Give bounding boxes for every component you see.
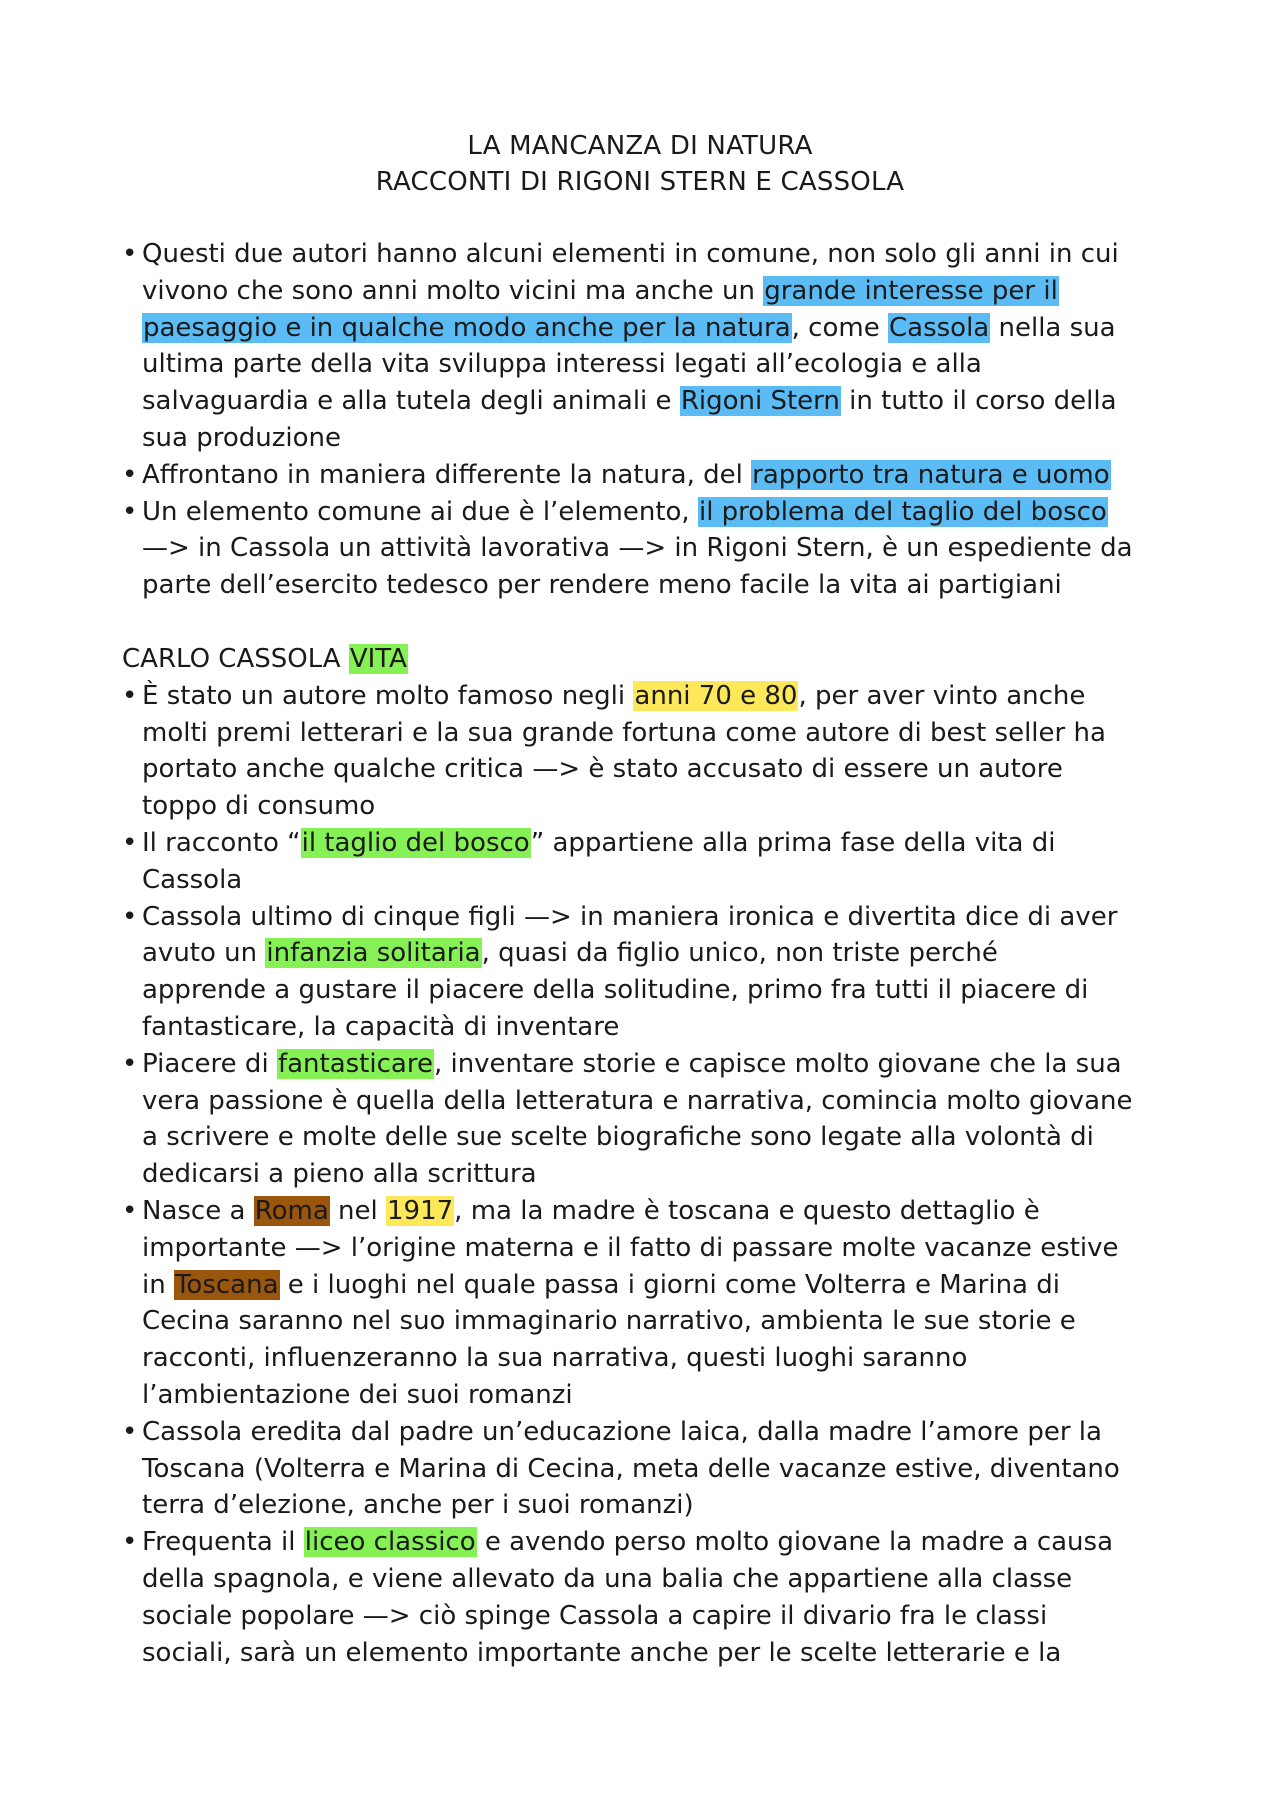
text-segment: in tutto il corso della: [840, 386, 1117, 417]
text-line: [142, 1377, 1172, 1414]
text-segment: Questi due autori hanno alcuni elementi in comune, non solo gli anni in cui: [142, 239, 1119, 269]
highlighted-text: il taglio del bosco: [301, 827, 530, 858]
bullet-item: [122, 825, 1172, 899]
text-line: [142, 715, 1172, 752]
text-segment: Frequenta il: [142, 1527, 304, 1558]
text-line: [142, 273, 1172, 310]
text-segment: sociali, sarà un elemento importante anche per le scelte letterarie e la: [142, 1637, 1062, 1668]
text-line: [142, 1267, 1172, 1304]
text-line: [142, 825, 1172, 862]
text-segment: della spagnola, e viene allevato da una balia che appartiene alla classe: [142, 1563, 1073, 1594]
text-segment: Il racconto “: [142, 827, 301, 858]
text-line: [142, 972, 1172, 1009]
text-line: [142, 1156, 1172, 1193]
text-segment: , quasi da figlio unico, non triste perché: [481, 938, 998, 969]
highlighted-text: il problema del taglio del bosco: [698, 496, 1107, 527]
section-heading: [122, 641, 1172, 678]
text-segment: ultima parte della vita sviluppa interessi legati all’ecologia e alla: [142, 349, 982, 380]
text-segment: apprende a gustare il piacere della solitudine, primo fra tutti il piacere di: [142, 975, 1089, 1006]
text-line: [142, 1230, 1172, 1267]
text-segment: a scrivere e molte delle sue scelte biografiche sono legate alla volontà di: [142, 1122, 1094, 1153]
text-line: [142, 1451, 1172, 1488]
text-segment: e avendo perso molto giovane la madre a causa: [476, 1527, 1114, 1558]
cassola-section: [122, 641, 1172, 1671]
text-segment: , per aver vinto anche: [798, 680, 1086, 711]
text-line: [142, 1598, 1172, 1635]
text-line: [142, 1009, 1172, 1046]
text-segment: toppo di consumo: [142, 791, 376, 822]
text-line: [142, 678, 1172, 715]
text-line: [142, 1524, 1172, 1561]
text-line: [142, 1340, 1172, 1377]
text-segment: È stato un autore molto famoso negli: [142, 680, 634, 711]
text-line: [142, 1635, 1172, 1672]
text-line: [142, 1046, 1172, 1083]
text-line: [142, 1193, 1172, 1230]
text-segment: vivono che sono anni molto vicini ma anche un: [142, 275, 764, 306]
text-segment: Cassola: [142, 864, 243, 895]
text-segment: nella sua: [990, 312, 1116, 343]
text-segment: salvaguardia e alla tutela degli animali e: [142, 386, 680, 417]
bullet-item: [122, 1524, 1172, 1671]
text-line: [142, 420, 1172, 457]
highlighted-text: liceo classico: [304, 1527, 476, 1558]
highlighted-text: grande interesse per il: [764, 275, 1058, 306]
highlighted-text: 1917: [387, 1195, 454, 1226]
text-segment: Toscana (Volterra e Marina di Cecina, meta delle vacanze estive, diventano: [142, 1453, 1120, 1484]
text-line: [142, 788, 1172, 825]
text-segment: l’ambientazione dei suoi romanzi: [142, 1379, 573, 1410]
text-segment: fantasticare, la capacità di inventare: [142, 1011, 620, 1042]
text-line: [142, 1119, 1172, 1156]
text-segment: Un elemento comune ai due è l’elemento,: [142, 496, 698, 527]
text-line: [142, 935, 1172, 972]
text-segment: Nasce a: [142, 1195, 254, 1226]
text-line: [142, 236, 1172, 273]
text-line: [142, 494, 1172, 531]
text-segment: Piacere di: [142, 1048, 277, 1079]
text-line: [142, 383, 1172, 420]
text-line: [142, 1487, 1172, 1524]
text-segment: ” appartiene alla prima fase della vita di: [530, 827, 1056, 858]
highlighted-text: Rigoni Stern: [680, 386, 840, 417]
bullet-item: [122, 899, 1172, 1046]
text-segment: terra d’elezione, anche per i suoi romanzi): [142, 1490, 694, 1521]
highlighted-text: Cassola: [888, 312, 990, 343]
text-line: [142, 1083, 1172, 1120]
highlighted-text: anni 70 e 80: [634, 680, 798, 711]
bullet-item: [122, 1193, 1172, 1414]
text-line: [142, 751, 1172, 788]
text-line: [142, 457, 1172, 494]
text-segment: parte dell’esercito tedesco per rendere meno facile la vita ai partigiani: [142, 570, 1062, 601]
title-line-1: LA MANCANZA DI NATURA: [467, 131, 813, 161]
text-line: [142, 346, 1172, 383]
highlighted-text: infanzia solitaria: [266, 938, 481, 969]
bullet-item: [122, 494, 1172, 604]
text-line: [142, 1303, 1172, 1340]
text-segment: Cassola eredita dal padre un’educazione laica, dalla madre l’amore per la: [142, 1416, 1102, 1447]
text-segment: Affrontano in maniera differente la natura, del: [142, 459, 752, 490]
text-segment: molti premi letterari e la sua grande fortuna come autore di best seller ha: [142, 717, 1106, 748]
text-segment: racconti, influenzeranno la sua narrativa, questi luoghi saranno: [142, 1343, 968, 1374]
bullet-item: [122, 457, 1172, 494]
text-line: [142, 899, 1172, 936]
text-segment: , inventare storie e capisce molto giovane che la sua: [433, 1048, 1122, 1079]
text-segment: importante —> l’origine materna e il fatto di passare molte vacanze estive: [142, 1232, 1119, 1263]
section-heading-highlight: VITA: [349, 644, 407, 674]
bullet-item: [122, 1046, 1172, 1193]
text-line: [142, 1414, 1172, 1451]
text-segment: vera passione è quella della letteratura e narrativa, comincia molto giovane: [142, 1085, 1133, 1116]
text-segment: , ma la madre è toscana e questo dettaglio è: [454, 1195, 1040, 1226]
text-segment: portato anche qualche critica —> è stato accusato di essere un autore: [142, 754, 1063, 785]
highlighted-text: paesaggio e in qualche modo anche per la natura: [143, 312, 791, 343]
text-segment: —> in Cassola un attività lavorativa —> in Rigoni Stern, è un espediente da: [142, 533, 1133, 564]
text-segment: Cassola ultimo di cinque figli —> in maniera ironica e divertita dice di aver: [142, 901, 1118, 932]
text-segment: avuto un: [142, 938, 266, 969]
text-line: [142, 567, 1172, 604]
text-segment: sua produzione: [142, 422, 341, 453]
text-line: [142, 310, 1172, 347]
text-line: [142, 530, 1172, 567]
cassola-bullet-list: [122, 678, 1172, 1672]
text-segment: sociale popolare —> ciò spinge Cassola a capire il divario fra le classi: [142, 1600, 1048, 1631]
intro-section: [122, 236, 1172, 604]
text-line: [142, 1561, 1172, 1598]
text-segment: in: [142, 1269, 174, 1300]
text-segment: Cecina saranno nel suo immaginario narrativo, ambienta le sue storie e: [142, 1306, 1076, 1337]
text-segment: nel: [329, 1195, 386, 1226]
bullet-item: [122, 1414, 1172, 1524]
title-line-2: RACCONTI DI RIGONI STERN E CASSOLA: [375, 167, 905, 197]
highlighted-text: rapporto tra natura e uomo: [752, 459, 1110, 490]
highlighted-text: Toscana: [174, 1269, 279, 1300]
text-segment: dedicarsi a pieno alla scrittura: [142, 1159, 537, 1190]
text-segment: e i luoghi nel quale passa i giorni come Volterra e Marina di: [279, 1269, 1060, 1300]
text-line: [142, 862, 1172, 899]
intro-bullet-list: [122, 236, 1172, 604]
bullet-item: [122, 678, 1172, 825]
text-segment: , come: [791, 312, 888, 343]
bullet-item: [122, 236, 1172, 457]
highlighted-text: Roma: [254, 1195, 329, 1226]
highlighted-text: fantasticare: [277, 1048, 433, 1079]
section-heading-text: CARLO CASSOLA: [122, 644, 349, 674]
page-title: [0, 128, 1280, 200]
